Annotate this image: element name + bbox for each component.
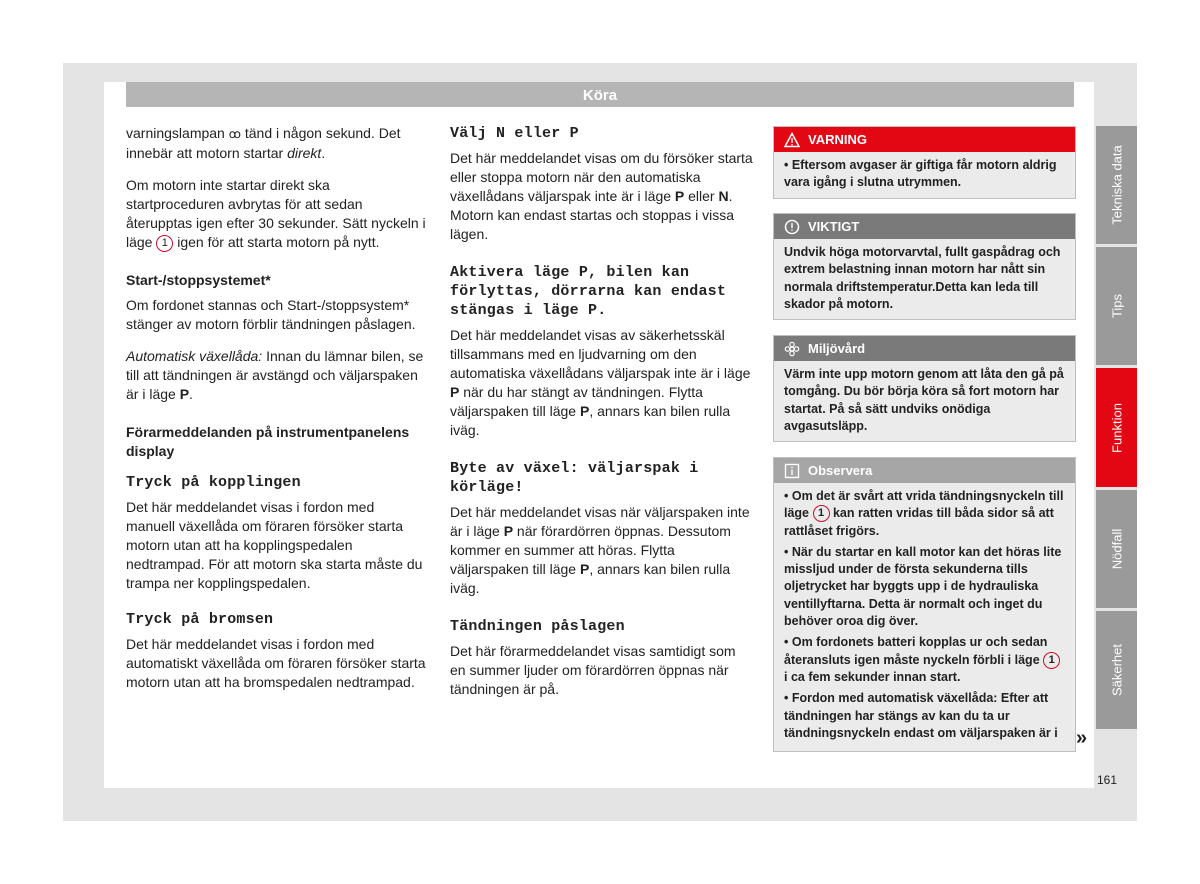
heading-activate-p: Aktivera läge P, bilen kan förlyttas, dörrarna kan endast stängas i läge P. (450, 264, 727, 319)
tab-sakerhet[interactable]: Säkerhet (1096, 611, 1137, 729)
heading-gear-change: Byte av växel: väljarspak i körläge! (450, 460, 699, 496)
text-column-1 (126, 124, 426, 705)
text-column-2 (450, 124, 755, 712)
environment-title: Miljövård (774, 336, 1075, 361)
environment-text: Värm inte upp motorn genom att låta den gå på tomgång. Du bör börja köra så fort motorn har startat. På så sätt undviks onödiga avgasutsläpp. (784, 367, 1064, 433)
warning-text: • Eftersom avgaser är giftiga får motorn aldrig vara igång i slutna utrymmen. (784, 158, 1057, 190)
note-bullet: • Om fordonets batteri kopplas ur och sedan återansluts igen måste nyckeln förbli i läge 1 i ca fem sekunder innan start. (784, 634, 1065, 686)
chapter-header: Köra (126, 82, 1074, 107)
paragraph-ignition-on: Det här förarmeddelandet visas samtidigt som en summer ljuder om förardörren öppnas när tändningen är på. (450, 643, 736, 697)
key-position-marker: 1 (156, 235, 173, 252)
paragraph-start-stop: Om fordonet stannas och Start-/stoppsystem* stänger av motorn förblir tändningen påslagen. (126, 297, 416, 332)
glow-plug-icon: ꝏ (228, 127, 241, 141)
key-position-marker: 1 (813, 505, 830, 522)
tab-tips[interactable]: Tips (1096, 247, 1137, 365)
flower-icon (784, 341, 800, 357)
heading-start-stop: Start-/stoppsystemet* (126, 272, 271, 288)
info-icon (784, 463, 800, 479)
paragraph-clutch: Det här meddelandet visas i fordon med manuell växellåda om föraren försöker starta motorn utan att ha kopplingspedalen nedtrampad. För att motorn ska starta måste du trampa ner kopplingspedalen. (126, 499, 423, 591)
important-text: Undvik höga motorvarvtal, fullt gaspådrag och extrem belastning innan motorn har nått sin normala driftstemperatur.Detta kan leda till skador på motorn. (784, 245, 1061, 311)
paragraph-glow-plug: varningslampan ꝏ tänd i någon sekund. Det innebär att motorn startar direkt. (126, 125, 401, 161)
tab-nodfall[interactable]: Nödfall (1096, 490, 1137, 608)
paragraph-select-np: Det här meddelandet visas om du försöker starta eller stoppa motorn när den automatiska växellådans väljarspak inte är i läge P eller N. Motorn kan endast startas och stoppas i vissa lägen. (450, 150, 753, 242)
important-title: VIKTIGT (774, 214, 1075, 239)
important-box (773, 213, 1076, 320)
paragraph-brake: Det här meddelandet visas i fordon med automatiskt växellåda om föraren försöker starta motorn utan att ha bromspedalen nedtrampad. (126, 636, 426, 690)
paragraph-gear-change: Det här meddelandet visas när väljarspaken inte är i läge P när förardörren öppnas. Dessutom kommer en summer att höras. Flytta väljarspaken till läge P, annars kan bilen rulla iväg. (450, 504, 750, 596)
note-bullet: • När du startar en kall motor kan det höras lite missljud under de första sekunderna tills oljetrycket har byggts upp i de hydrauliska ventillyftarna. Detta är normalt och inget du behöver oroa dig över. (784, 544, 1062, 629)
warning-title: VARNING (774, 127, 1075, 152)
heading-clutch: Tryck på kopplingen (126, 474, 301, 491)
note-box (773, 457, 1076, 752)
note-bullet: • Om det är svårt att vrida tändningsnyckeln till läge 1 kan ratten vridas till båda sidor så att rattlåset frigörs. (784, 489, 1064, 538)
note-title: Observera (774, 458, 1075, 483)
paragraph-activate-p: Det här meddelandet visas av säkerhetsskäl tillsammans med en ljudvarning om den automatiska växellådans väljarspak inte är i läge P när du har stängt av tändningen. Flytta väljarspaken till läge P, annars kan bilen rulla iväg. (450, 327, 751, 438)
paragraph-restart: Om motorn inte startar direkt ska startproceduren avbrytas för att sedan återupptas igen efter 30 sekunder. Sätt nyckeln i läge 1 igen för att starta motorn på nytt. (126, 177, 426, 250)
warning-triangle-icon (784, 132, 800, 148)
key-position-marker: 1 (1043, 652, 1060, 669)
heading-select-np: Välj N eller P (450, 125, 579, 142)
exclamation-circle-icon (784, 219, 800, 235)
paragraph-automatic: Automatisk växellåda: Innan du lämnar bilen, se till att tändningen är avstängd och väljarspaken är i läge P. (126, 348, 424, 402)
page-number: 161 (1097, 773, 1118, 787)
note-bullet: • Fordon med automatisk växellåda: Efter att tändningen har stängs av kan du ta ur tändningsnyckeln endast om väljarspaken är i (784, 691, 1058, 740)
heading-brake: Tryck på bromsen (126, 611, 274, 628)
heading-driver-messages: Förarmeddelanden på instrumentpanelens display (126, 424, 410, 459)
heading-ignition-on: Tändningen påslagen (450, 618, 625, 635)
warning-box (773, 126, 1076, 199)
tab-funktion[interactable]: Funktion (1096, 368, 1137, 487)
continue-mark: » (1076, 727, 1088, 749)
note-text (774, 483, 1075, 752)
environment-box (773, 335, 1076, 442)
tab-tekniska-data[interactable]: Tekniska data (1096, 126, 1137, 244)
